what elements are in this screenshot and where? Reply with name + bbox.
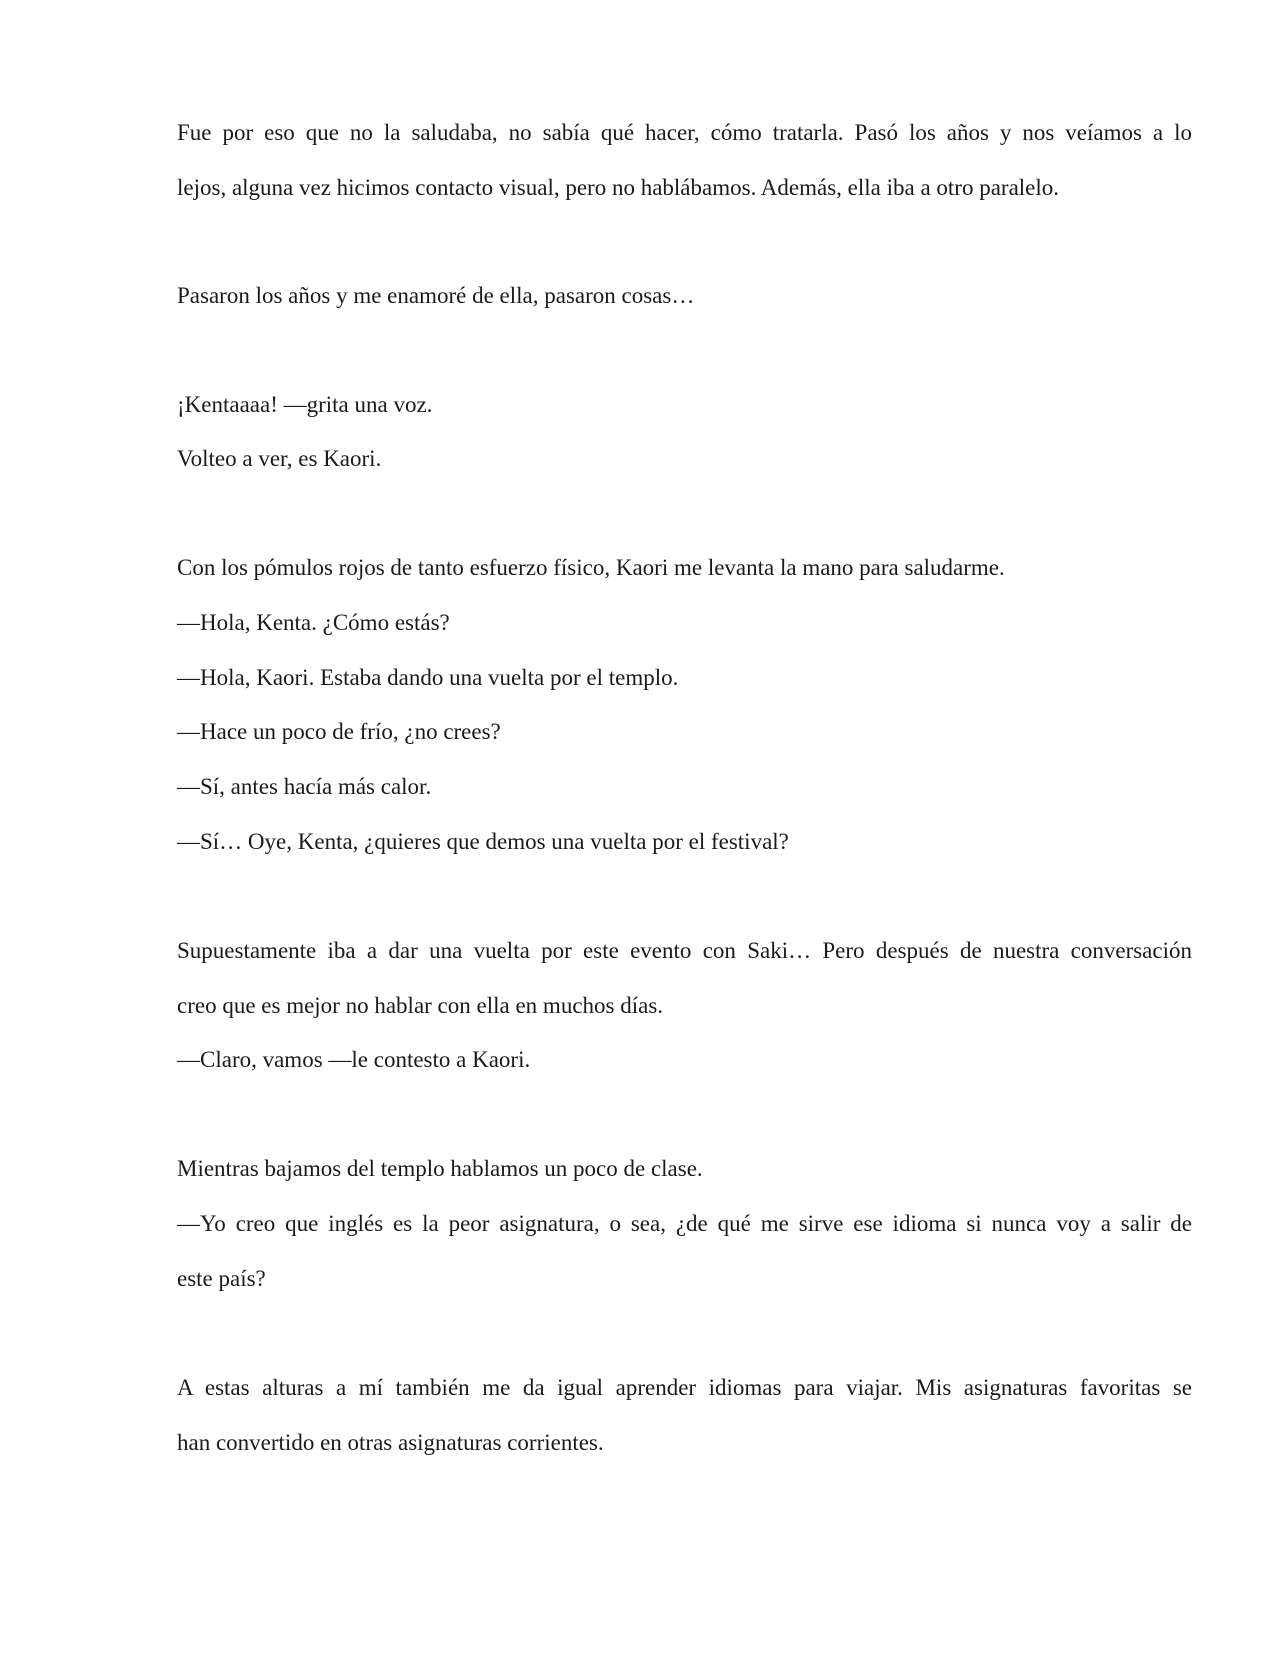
paragraph-7-line-2: han convertido en otras asignaturas corrientes. xyxy=(177,1430,604,1455)
paragraph-4-line-5: —Sí, antes hacía más calor. xyxy=(177,774,432,799)
paragraph-4-line-6: —Sí… Oye, Kenta, ¿quieres que demos una vuelta por el festival? xyxy=(177,829,789,854)
paragraph-6-line-1: Mientras bajamos del templo hablamos un poco de clase. xyxy=(177,1156,703,1181)
paragraph-3-line-2: Volteo a ver, es Kaori. xyxy=(177,446,382,471)
paragraph-1-line-2: lejos, alguna vez hicimos contacto visual, pero no hablábamos. Además, ella iba a otro paralelo. xyxy=(177,175,1060,200)
paragraph-1-line-1: Fue por eso que no la saludaba, no sabía qué hacer, cómo tratarla. Pasó los años y nos veíamos a lo xyxy=(177,120,1192,145)
paragraph-5-line-2: creo que es mejor no hablar con ella en muchos días. xyxy=(177,993,664,1018)
paragraph-6-line-3: este país? xyxy=(177,1266,266,1291)
paragraph-4-line-1: Con los pómulos rojos de tanto esfuerzo físico, Kaori me levanta la mano para saludarme. xyxy=(177,555,1005,580)
paragraph-4-line-3: —Hola, Kaori. Estaba dando una vuelta por el templo. xyxy=(177,665,679,690)
paragraph-5-line-3: —Claro, vamos —le contesto a Kaori. xyxy=(177,1047,531,1072)
paragraph-6-line-2: —Yo creo que inglés es la peor asignatura, o sea, ¿de qué me sirve ese idioma si nunca voy a salir de xyxy=(177,1211,1192,1236)
paragraph-4-line-2: —Hola, Kenta. ¿Cómo estás? xyxy=(177,610,450,635)
paragraph-4-line-4: —Hace un poco de frío, ¿no crees? xyxy=(177,719,501,744)
paragraph-5-line-1: Supuestamente iba a dar una vuelta por este evento con Saki… Pero después de nuestra conversación xyxy=(177,938,1192,963)
paragraph-2-line-1: Pasaron los años y me enamoré de ella, pasaron cosas… xyxy=(177,283,695,308)
paragraph-3-line-1: ¡Kentaaaa! —grita una voz. xyxy=(177,392,433,417)
paragraph-7-line-1: A estas alturas a mí también me da igual aprender idiomas para viajar. Mis asignaturas favoritas se xyxy=(177,1375,1192,1400)
